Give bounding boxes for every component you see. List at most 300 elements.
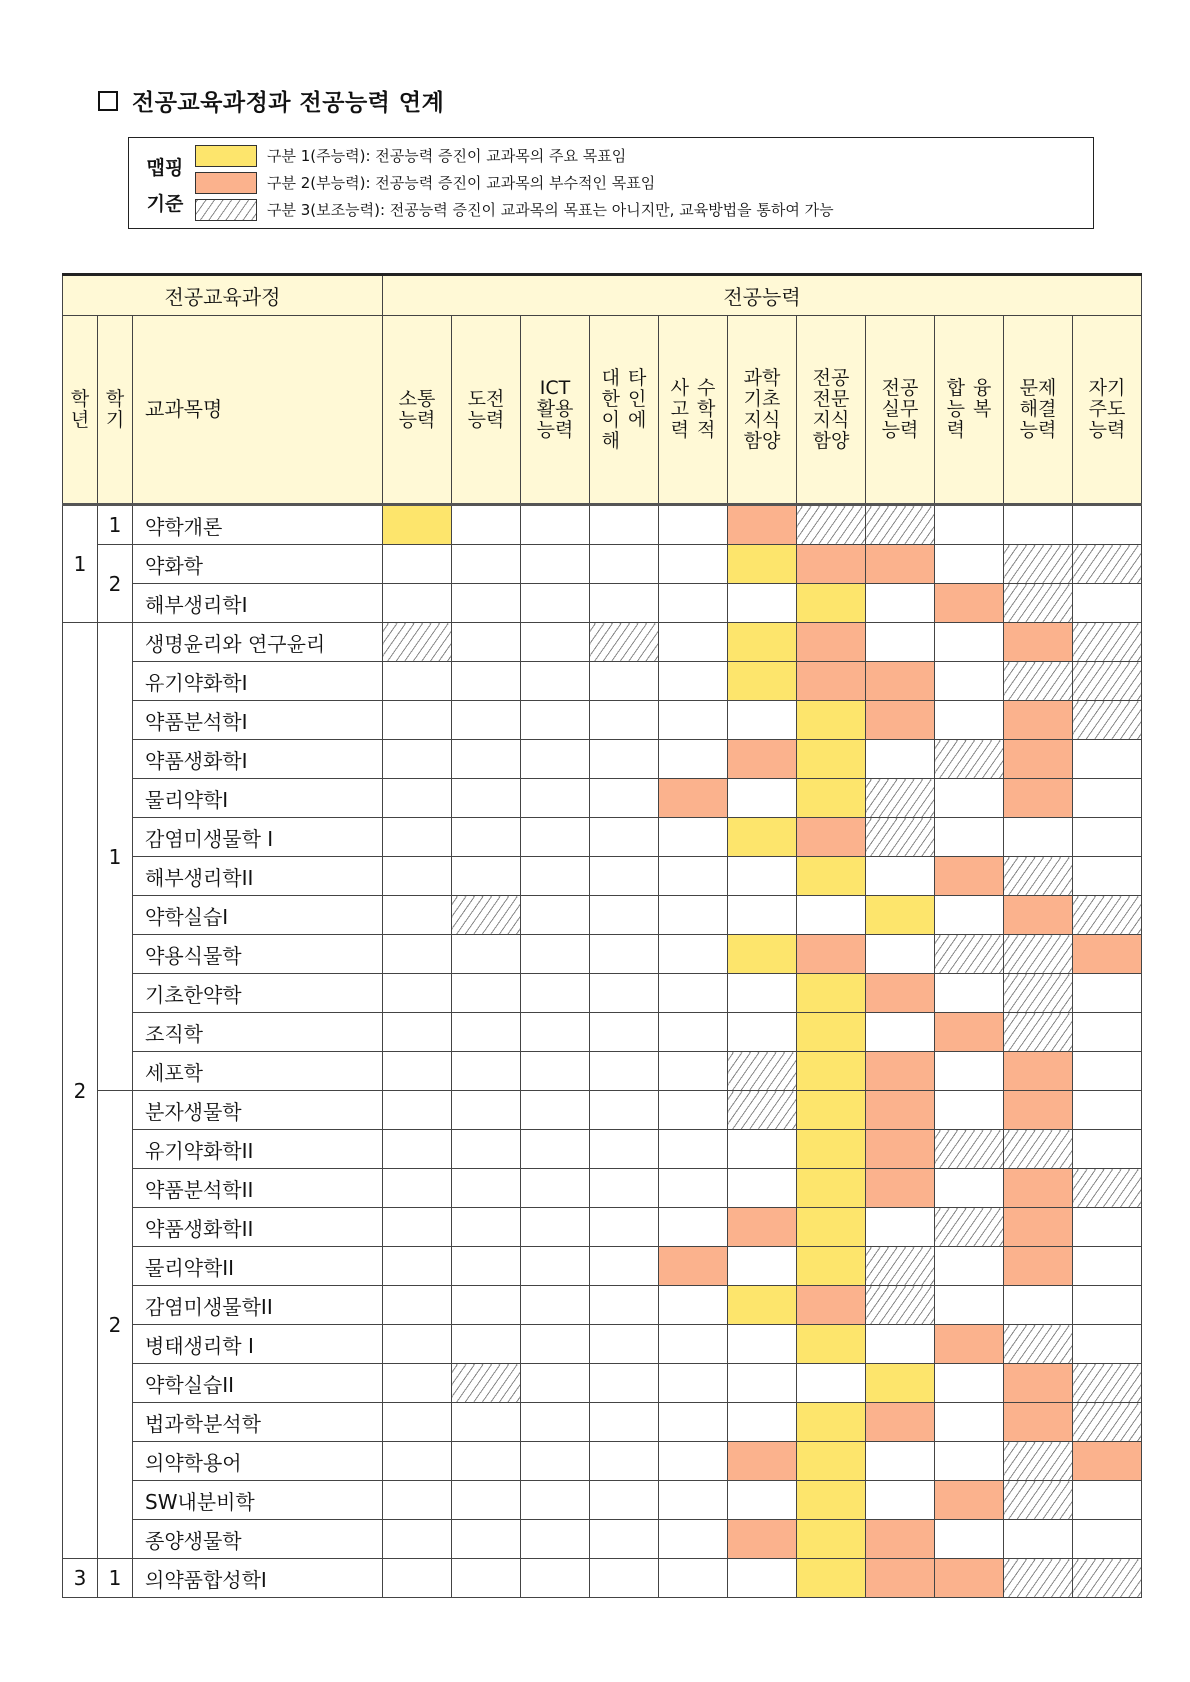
col-header-competency-11: 자기 주도 능력 [1073,316,1142,505]
course-name: 약품생화학I [133,740,383,779]
semester-cell: 2 [98,545,133,623]
mapping-cell [590,1247,659,1286]
mapping-cell [659,662,728,701]
mapping-cell [659,1130,728,1169]
mapping-cell [797,1481,866,1520]
year-cell: 3 [63,1559,98,1598]
mapping-cell [383,584,452,623]
mapping-cell [383,1520,452,1559]
mapping-cell [1004,505,1073,545]
mapping-cell [383,1403,452,1442]
mapping-cell [728,662,797,701]
mapping-cell [1004,1286,1073,1325]
mapping-cell [1004,1559,1073,1598]
mapping-cell [728,857,797,896]
mapping-cell [452,662,521,701]
mapping-cell [797,701,866,740]
mapping-cell [1004,1130,1073,1169]
mapping-cell [590,740,659,779]
mapping-cell [1073,1481,1142,1520]
legend-text-1: 구분 1(주능력): 전공능력 증진이 교과목의 주요 목표임 [267,147,627,165]
table-row [63,701,1142,740]
mapping-cell [1073,1247,1142,1286]
mapping-cell [866,662,935,701]
mapping-cell [1004,896,1073,935]
mapping-cell [935,818,1004,857]
col-header-year: 학 년 [63,316,98,505]
mapping-cell [797,1520,866,1559]
mapping-cell [659,896,728,935]
mapping-cell [452,1130,521,1169]
mapping-cell [1004,1091,1073,1130]
mapping-cell [797,505,866,545]
mapping-cell [797,1442,866,1481]
mapping-cell [1073,1520,1142,1559]
mapping-cell [866,1247,935,1286]
mapping-cell [935,935,1004,974]
mapping-cell [1004,857,1073,896]
mapping-cell [659,1403,728,1442]
mapping-cell [728,896,797,935]
course-name: 약품생화학II [133,1208,383,1247]
mapping-cell [452,1481,521,1520]
course-name: 법과학분석학 [133,1403,383,1442]
mapping-cell [728,1208,797,1247]
mapping-cell [521,1130,590,1169]
mapping-cell [797,974,866,1013]
mapping-cell [797,740,866,779]
mapping-cell [383,1247,452,1286]
mapping-cell [728,740,797,779]
table-row [63,1169,1142,1208]
semester-cell: 1 [98,1559,133,1598]
mapping-cell [452,1208,521,1247]
course-name: 약학개론 [133,505,383,545]
mapping-cell [521,974,590,1013]
mapping-cell [797,1325,866,1364]
mapping-cell [797,1286,866,1325]
mapping-cell [521,1247,590,1286]
mapping-cell [866,818,935,857]
table-row [63,1286,1142,1325]
mapping-cell [521,1169,590,1208]
legend-swatch-auxiliary [195,199,257,221]
table-row [63,1052,1142,1091]
mapping-cell [1004,1325,1073,1364]
mapping-cell [797,662,866,701]
legend-label-line1: 맵핑 [146,157,184,179]
mapping-cell [935,1403,1004,1442]
mapping-cell [728,623,797,662]
mapping-cell [866,1013,935,1052]
mapping-cell [1073,896,1142,935]
year-cell: 1 [63,505,98,623]
mapping-cell [1073,1169,1142,1208]
mapping-cell [452,1286,521,1325]
mapping-cell [659,1286,728,1325]
mapping-cell [728,584,797,623]
mapping-cell [1073,1364,1142,1403]
mapping-cell [866,1325,935,1364]
mapping-cell [866,1169,935,1208]
mapping-cell [935,505,1004,545]
mapping-cell [728,1520,797,1559]
mapping-cell [383,1130,452,1169]
mapping-cell [1004,779,1073,818]
mapping-cell [521,740,590,779]
mapping-cell [866,584,935,623]
mapping-cell [935,1442,1004,1481]
mapping-cell [452,1169,521,1208]
mapping-cell [935,896,1004,935]
mapping-cell [383,974,452,1013]
table-row [63,1247,1142,1286]
table-row [63,584,1142,623]
semester-cell: 1 [98,505,133,545]
mapping-cell [866,1520,935,1559]
mapping-cell [866,1403,935,1442]
mapping-cell [728,1247,797,1286]
mapping-cell [659,701,728,740]
course-name: 생명윤리와 연구윤리 [133,623,383,662]
mapping-cell [1073,505,1142,545]
mapping-cell [590,1130,659,1169]
mapping-cell [797,1559,866,1598]
mapping-cell [383,1442,452,1481]
mapping-cell [866,1286,935,1325]
mapping-cell [383,896,452,935]
mapping-cell [1004,1169,1073,1208]
mapping-cell [1073,1325,1142,1364]
mapping-cell [383,701,452,740]
mapping-cell [1004,1442,1073,1481]
mapping-cell [1004,1403,1073,1442]
curriculum-competency-table [62,273,1142,1598]
mapping-cell [935,545,1004,584]
table-row [63,505,1142,545]
mapping-cell [659,1364,728,1403]
mapping-cell [1073,1052,1142,1091]
mapping-cell [1004,1364,1073,1403]
mapping-cell [935,1013,1004,1052]
mapping-legend [128,137,1094,229]
mapping-cell [383,1364,452,1403]
mapping-cell [1073,662,1142,701]
mapping-cell [797,935,866,974]
mapping-cell [659,1247,728,1286]
col-header-competency-3: ICT 활용 능력 [521,316,590,505]
table-row [63,1208,1142,1247]
semester-cell: 1 [98,623,133,1091]
mapping-cell [521,623,590,662]
mapping-cell [590,1481,659,1520]
mapping-cell [521,701,590,740]
table-row [63,779,1142,818]
mapping-cell [1004,1520,1073,1559]
col-header-competency-10: 문제 해결 능력 [1004,316,1073,505]
mapping-cell [866,740,935,779]
mapping-cell [521,896,590,935]
mapping-cell [383,1559,452,1598]
mapping-cell [383,740,452,779]
mapping-cell [521,1520,590,1559]
mapping-cell [383,1286,452,1325]
mapping-cell [452,779,521,818]
course-name: 해부생리학II [133,857,383,896]
mapping-cell [728,1481,797,1520]
mapping-cell [383,1208,452,1247]
mapping-cell [590,1169,659,1208]
mapping-cell [935,974,1004,1013]
mapping-cell [1004,974,1073,1013]
year-cell: 2 [63,623,98,1559]
mapping-cell [659,1442,728,1481]
mapping-cell [1004,584,1073,623]
mapping-cell [797,1403,866,1442]
course-name: 약품분석학I [133,701,383,740]
mapping-cell [797,779,866,818]
mapping-cell [935,857,1004,896]
mapping-cell [1004,701,1073,740]
mapping-cell [935,1091,1004,1130]
mapping-cell [452,935,521,974]
mapping-cell [452,1013,521,1052]
mapping-cell [659,505,728,545]
mapping-cell [797,1013,866,1052]
mapping-cell [452,1091,521,1130]
mapping-cell [797,896,866,935]
mapping-cell [521,1481,590,1520]
mapping-cell [866,701,935,740]
mapping-cell [797,1247,866,1286]
mapping-cell [590,1091,659,1130]
col-header-competency-8: 전공 실무 능력 [866,316,935,505]
col-header-competency-6: 과학 기초 지식 함양 [728,316,797,505]
mapping-cell [590,896,659,935]
table-row [63,1481,1142,1520]
legend-label-line2: 기준 [146,193,184,215]
mapping-cell [935,740,1004,779]
mapping-cell [521,1442,590,1481]
mapping-cell [452,1052,521,1091]
mapping-cell [1004,662,1073,701]
mapping-cell [590,1559,659,1598]
col-header-competency-9: 합 능 력 융 복 [935,316,1004,505]
mapping-cell [590,623,659,662]
mapping-cell [590,1403,659,1442]
col-header-competency-2: 도전 능력 [452,316,521,505]
mapping-cell [797,584,866,623]
mapping-cell [935,1247,1004,1286]
course-name: 의약학용어 [133,1442,383,1481]
mapping-cell [728,935,797,974]
mapping-cell [590,1520,659,1559]
mapping-cell [728,1130,797,1169]
page-title [98,84,444,117]
mapping-cell [935,1325,1004,1364]
mapping-cell [383,779,452,818]
course-name: 의약품합성학I [133,1559,383,1598]
table-row [63,857,1142,896]
mapping-cell [1073,1442,1142,1481]
course-name: 조직학 [133,1013,383,1052]
table-row [63,974,1142,1013]
mapping-cell [659,935,728,974]
mapping-cell [383,662,452,701]
table-row [63,818,1142,857]
mapping-cell [521,1091,590,1130]
table-row [63,935,1142,974]
table-row [63,896,1142,935]
mapping-cell [1073,1208,1142,1247]
mapping-cell [935,1286,1004,1325]
mapping-cell [728,974,797,1013]
mapping-cell [866,545,935,584]
mapping-cell [866,623,935,662]
mapping-cell [521,1559,590,1598]
group-header-curriculum: 전공교육과정 [63,275,383,316]
mapping-cell [728,1013,797,1052]
mapping-cell [590,1325,659,1364]
mapping-cell [797,1208,866,1247]
mapping-cell [590,1442,659,1481]
mapping-cell [866,1442,935,1481]
mapping-cell [728,1442,797,1481]
mapping-cell [1073,1559,1142,1598]
mapping-cell [728,1286,797,1325]
mapping-cell [452,857,521,896]
mapping-cell [452,1520,521,1559]
mapping-cell [1073,857,1142,896]
mapping-cell [659,974,728,1013]
mapping-cell [866,1364,935,1403]
group-header-competency: 전공능력 [383,275,1142,316]
legend-text-2: 구분 2(부능력): 전공능력 증진이 교과목의 부수적인 목표임 [267,174,656,192]
mapping-cell [590,1208,659,1247]
mapping-cell [659,1169,728,1208]
mapping-cell [1004,1052,1073,1091]
mapping-cell [1073,545,1142,584]
mapping-cell [1004,1208,1073,1247]
mapping-cell [521,1286,590,1325]
mapping-cell [1073,779,1142,818]
course-name: 약화학 [133,545,383,584]
mapping-cell [521,545,590,584]
table-row [63,623,1142,662]
mapping-cell [866,505,935,545]
mapping-cell [383,1013,452,1052]
mapping-cell [659,1559,728,1598]
mapping-cell [866,1559,935,1598]
mapping-cell [590,701,659,740]
mapping-cell [383,1169,452,1208]
mapping-cell [728,545,797,584]
mapping-cell [521,662,590,701]
mapping-cell [659,1052,728,1091]
legend-item-1 [195,142,626,169]
course-name: 기초한약학 [133,974,383,1013]
mapping-cell [935,584,1004,623]
mapping-cell [383,935,452,974]
course-name: SW내분비학 [133,1481,383,1520]
mapping-cell [659,1091,728,1130]
mapping-cell [659,1481,728,1520]
mapping-cell [935,701,1004,740]
legend-swatch-secondary [195,172,257,194]
mapping-cell [383,505,452,545]
mapping-cell [797,818,866,857]
course-name: 물리약학I [133,779,383,818]
mapping-cell [590,584,659,623]
legend-label [143,150,187,222]
mapping-cell [452,740,521,779]
mapping-cell [452,545,521,584]
mapping-cell [935,1364,1004,1403]
table-row [63,1091,1142,1130]
mapping-cell [1073,1130,1142,1169]
mapping-cell [452,1325,521,1364]
mapping-cell [1073,623,1142,662]
mapping-cell [1004,623,1073,662]
mapping-cell [383,818,452,857]
mapping-cell [521,857,590,896]
mapping-cell [521,1325,590,1364]
mapping-cell [452,1403,521,1442]
mapping-cell [728,1325,797,1364]
mapping-cell [383,1052,452,1091]
col-header-competency-5: 사 고 력 수 학 적 [659,316,728,505]
course-name: 종양생물학 [133,1520,383,1559]
mapping-cell [866,1052,935,1091]
mapping-cell [521,1013,590,1052]
mapping-cell [452,1364,521,1403]
mapping-cell [797,1052,866,1091]
mapping-cell [521,818,590,857]
mapping-cell [1073,584,1142,623]
mapping-cell [866,857,935,896]
col-header-semester: 학 기 [98,316,133,505]
mapping-cell [452,1442,521,1481]
mapping-cell [797,545,866,584]
mapping-cell [659,623,728,662]
mapping-cell [935,623,1004,662]
mapping-cell [935,662,1004,701]
mapping-cell [728,779,797,818]
legend-item-3 [195,196,834,223]
mapping-cell [1073,818,1142,857]
mapping-cell [521,779,590,818]
mapping-cell [728,818,797,857]
checkbox-square-icon [98,91,118,111]
mapping-cell [1004,1247,1073,1286]
mapping-cell [797,1091,866,1130]
mapping-cell [590,779,659,818]
mapping-cell [590,935,659,974]
mapping-cell [521,1208,590,1247]
course-name: 약학실습II [133,1364,383,1403]
course-name: 감염미생물학II [133,1286,383,1325]
mapping-cell [1004,935,1073,974]
mapping-cell [1073,1013,1142,1052]
mapping-cell [383,1481,452,1520]
mapping-cell [1073,701,1142,740]
mapping-cell [659,1013,728,1052]
col-header-competency-7: 전공 전문 지식 함양 [797,316,866,505]
mapping-cell [659,740,728,779]
mapping-cell [590,818,659,857]
mapping-cell [728,1052,797,1091]
mapping-cell [590,1364,659,1403]
